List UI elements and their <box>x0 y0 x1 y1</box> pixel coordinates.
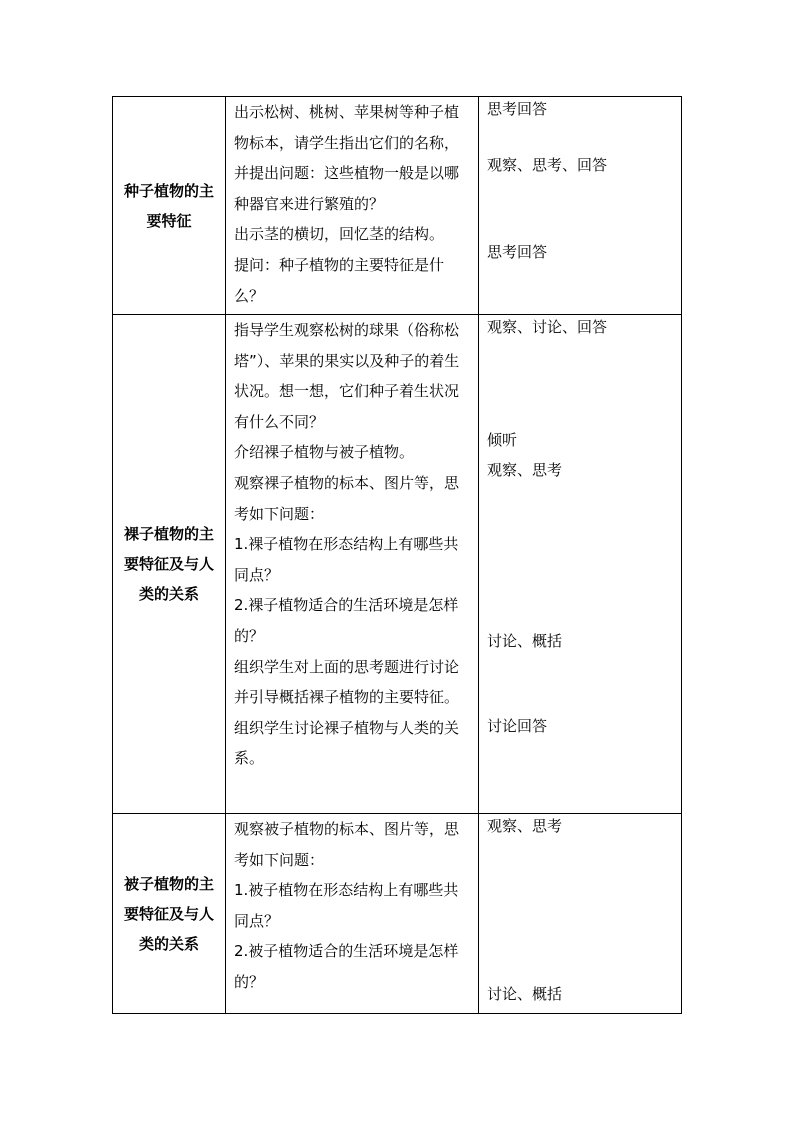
student-activity: 观察、思考、回答 <box>487 156 608 174</box>
student-activity: 观察、思考 <box>487 817 563 835</box>
teacher-paragraph: 出示松树、桃树、苹果树等种子植物标本，请学生指出它们的名称，并提出问题：这些植物一般是以哪种器官来进行繁殖的？ <box>234 103 460 213</box>
student-activity: 观察、思考 <box>487 461 563 479</box>
topic-cell <box>113 814 226 1014</box>
student-activity: 讨论、概括 <box>487 632 563 650</box>
teacher-paragraph: 出示茎的横切，回忆茎的结构。 <box>234 225 445 244</box>
teacher-paragraph: 提问：种子植物的主要特征是什么？ <box>234 255 445 305</box>
student-activity: 讨论、概括 <box>487 985 563 1003</box>
table-row <box>113 97 682 315</box>
table-row <box>113 814 682 1014</box>
topic-cell <box>113 97 226 315</box>
teacher-paragraph: 观察裸子植物的标本、图片等，思考如下问题： <box>234 473 460 523</box>
topic-label: 被子植物的主要特征及与人类的关系 <box>123 874 214 953</box>
student-activity: 讨论回答 <box>487 717 548 735</box>
student-activity: 倾听 <box>487 431 518 449</box>
teacher-paragraph: 2.被子植物适合的生活环境是怎样的？ <box>234 942 459 991</box>
teacher-paragraph: 1.被子植物在形态结构上有哪些共同点？ <box>234 881 459 930</box>
student-activity-cell <box>479 315 682 814</box>
lesson-plan-table <box>112 96 682 1014</box>
student-activity-cell <box>479 814 682 1014</box>
student-activity: 观察、讨论、回答 <box>487 318 608 336</box>
teacher-paragraph: 组织学生对上面的思考题进行讨论并引导概括裸子植物的主要特征。 <box>234 657 460 707</box>
teacher-paragraph: 组织学生讨论裸子植物与人类的关系。 <box>234 718 460 768</box>
teacher-activity-cell <box>226 315 479 814</box>
teacher-paragraph: 观察被子植物的标本、图片等，思考如下问题： <box>234 820 460 869</box>
topic-cell <box>113 315 226 814</box>
student-activity-cell <box>479 97 682 315</box>
topic-label: 裸子植物的主要特征及与人类的关系 <box>123 525 214 603</box>
table-row <box>113 315 682 814</box>
teacher-paragraph: 指导学生观察松树的球果（俗称松塔”）、苹果的果实以及种子的着生状况。想一想，它们种子着生状况有什么不同？ <box>234 321 460 431</box>
teacher-paragraph: 介绍裸子植物与被子植物。 <box>234 443 415 462</box>
teacher-paragraph: 2.裸子植物适合的生活环境是怎样的？ <box>234 596 459 645</box>
student-activity: 思考回答 <box>487 100 548 118</box>
topic-label: 种子植物的主要特征 <box>123 181 214 230</box>
teacher-paragraph: 1.裸子植物在形态结构上有哪些共同点？ <box>234 535 459 584</box>
teacher-activity-cell <box>226 814 479 1014</box>
student-activity: 思考回答 <box>487 243 548 261</box>
teacher-activity-cell <box>226 97 479 315</box>
